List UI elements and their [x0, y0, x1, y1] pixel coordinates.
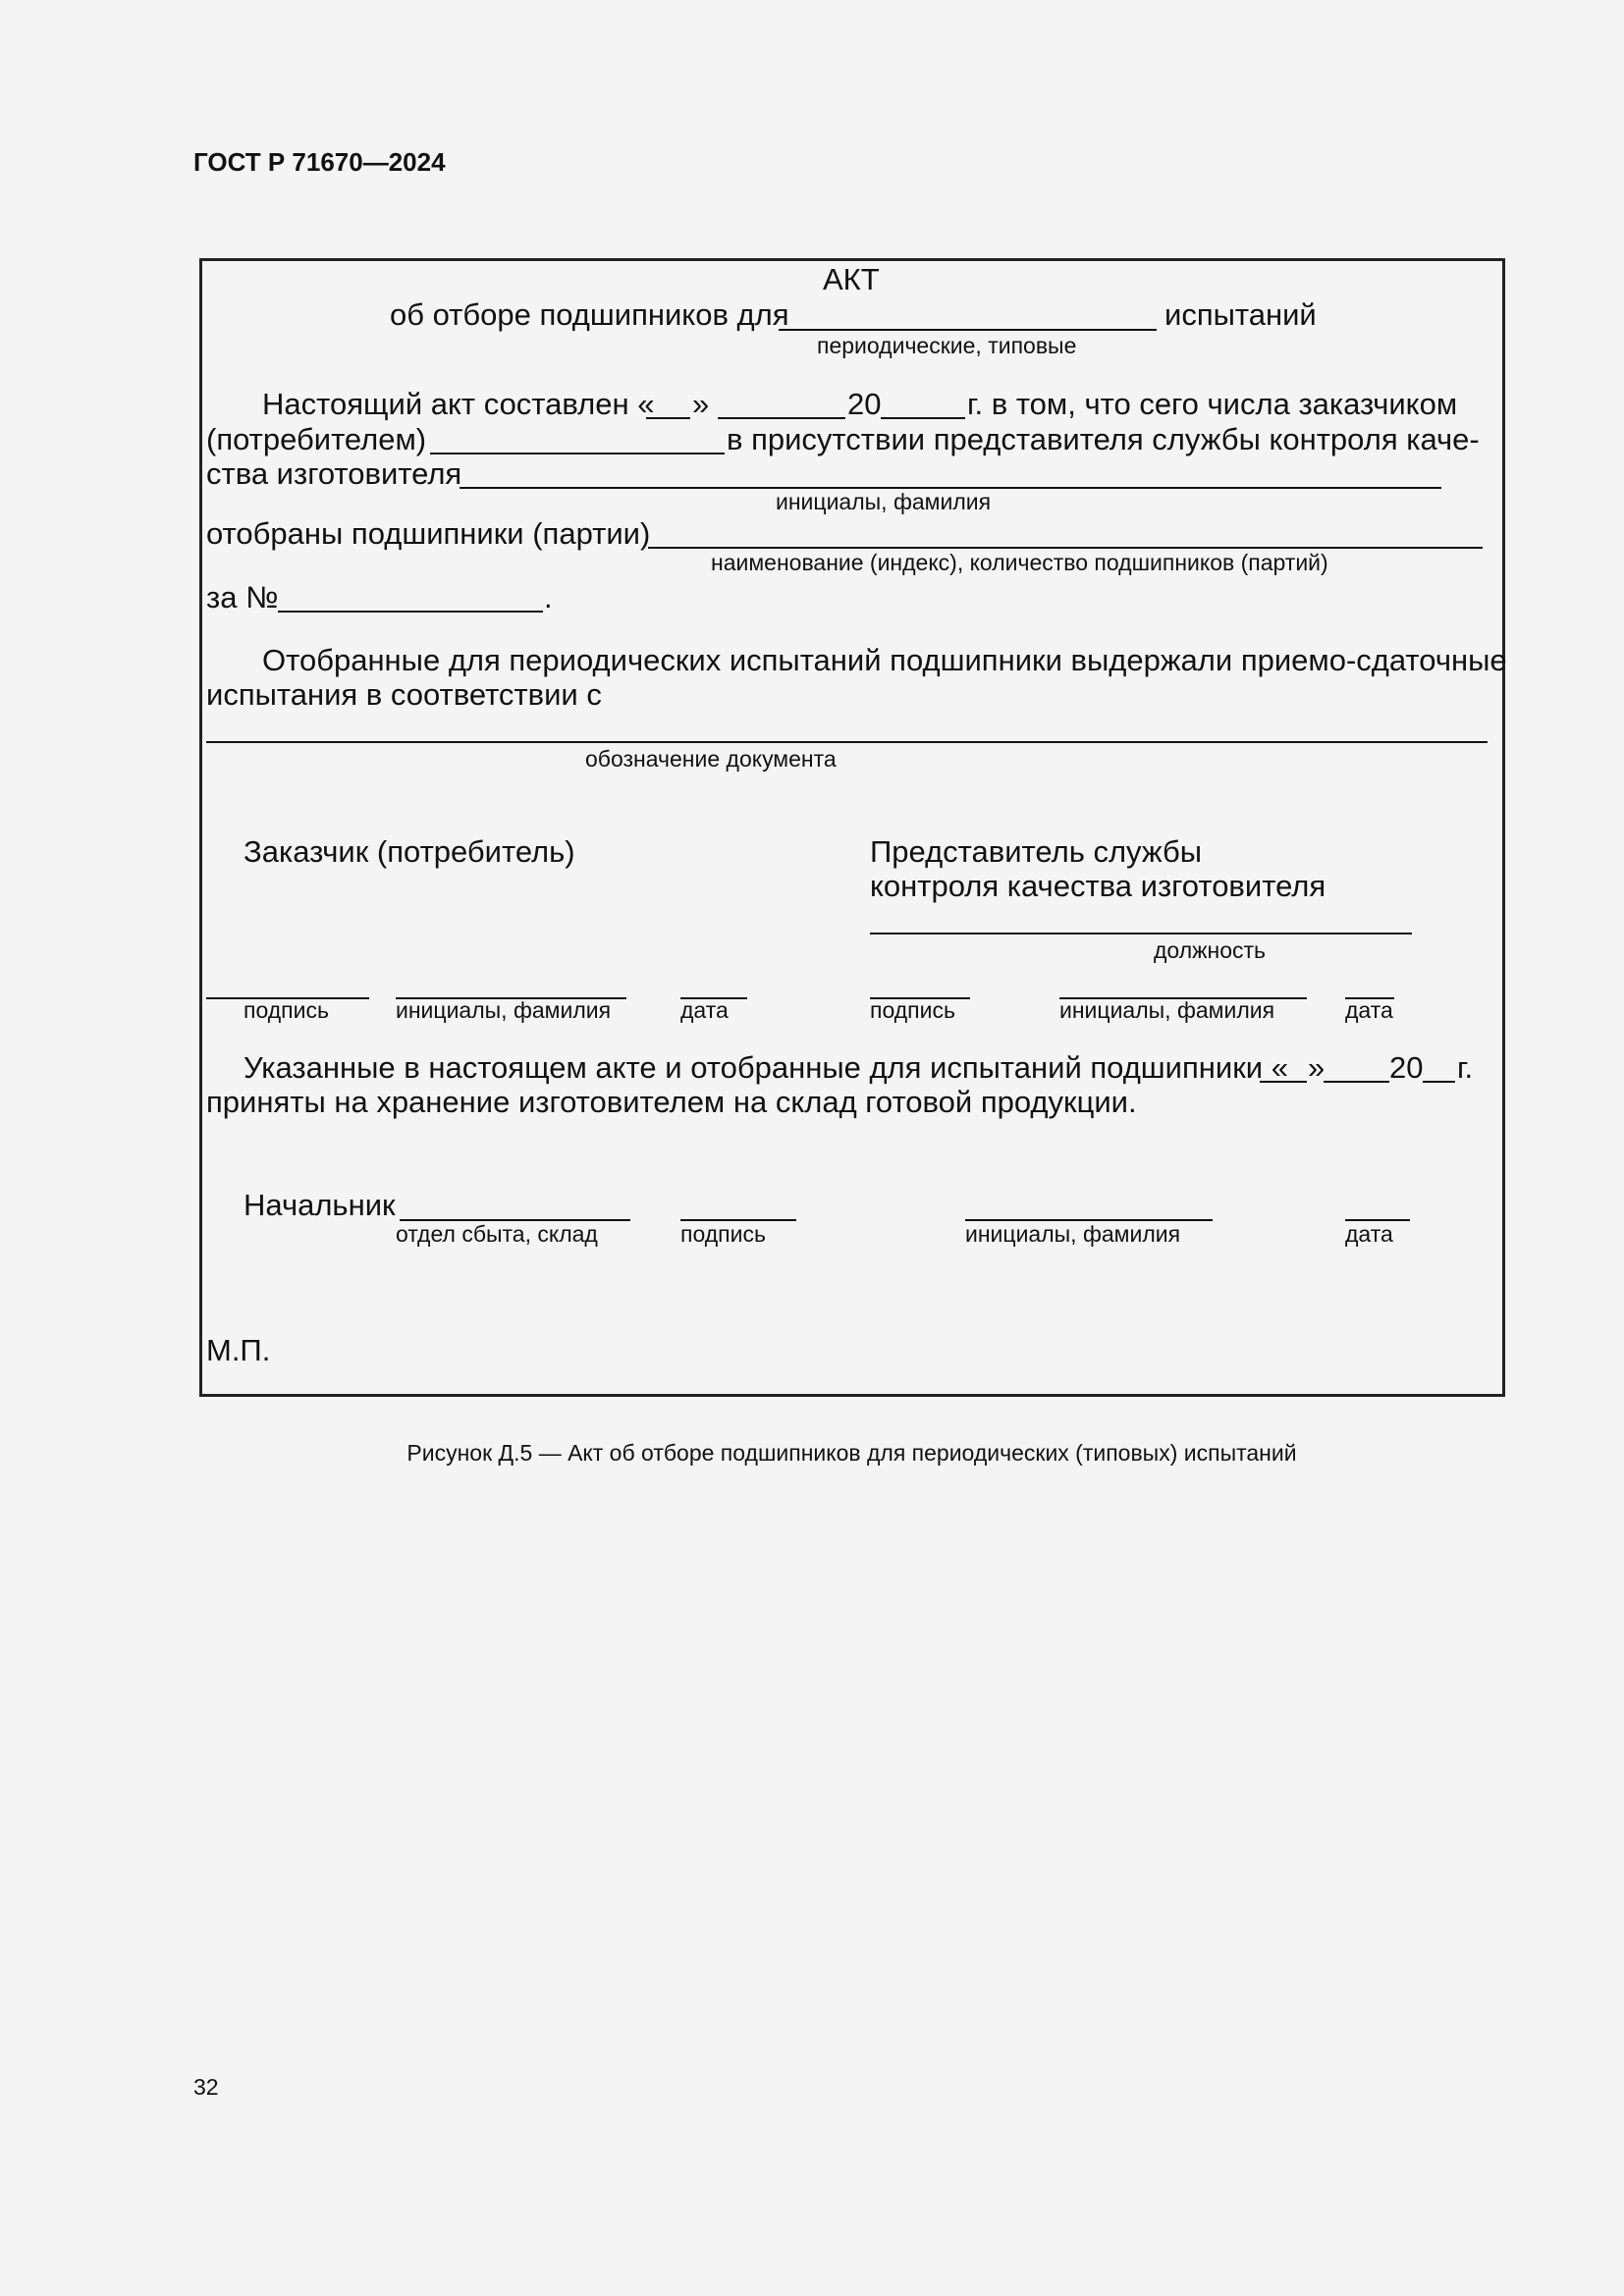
- hint-signature-rep: подпись: [870, 997, 955, 1023]
- storage-day-field[interactable]: [1260, 1081, 1307, 1083]
- p3-g: г.: [1457, 1050, 1474, 1085]
- p1-line2-a: (потребителем): [206, 422, 427, 456]
- p1-rest: г. в том, что сего числа заказчиком: [967, 387, 1458, 421]
- p1-line5: за №: [206, 580, 279, 614]
- p1-year-prefix: 20: [847, 387, 882, 421]
- stamp-place: М.П.: [206, 1333, 271, 1367]
- position-field[interactable]: [870, 933, 1412, 934]
- storage-year-field[interactable]: [1423, 1081, 1455, 1083]
- p3-quote: »: [1308, 1050, 1326, 1085]
- day-field[interactable]: [646, 417, 690, 419]
- hint-initials-customer: инициалы, фамилия: [396, 997, 612, 1023]
- hint-initials-chief: инициалы, фамилия: [965, 1221, 1181, 1247]
- form-title: АКТ: [823, 262, 880, 296]
- hint-dept: отдел сбыта, склад: [396, 1221, 598, 1247]
- hint-date-rep: дата: [1345, 997, 1393, 1023]
- hint-initials: инициалы, фамилия: [776, 489, 992, 514]
- p1-line4: отобраны подшипники (партии): [206, 516, 651, 551]
- hint-test-type: периодические, типовые: [817, 333, 1077, 358]
- p2-line2: испытания в соответствии с: [206, 677, 602, 712]
- p3-line2: приняты на хранение изготовителем на склад готовой продукции.: [206, 1085, 1137, 1119]
- p1-dot: .: [544, 580, 553, 614]
- p1-line3: ства изготовителя: [206, 456, 462, 491]
- hint-initials-rep: инициалы, фамилия: [1059, 997, 1275, 1023]
- figure-caption: Рисунок Д.5 — Акт об отборе подшипников для периодических (типовых) испытаний: [406, 1440, 1297, 1466]
- rep-label-line2: контроля качества изготовителя: [870, 869, 1326, 903]
- subtitle-prefix: об отборе подшипников для: [390, 297, 789, 332]
- p1-quote: »: [692, 387, 710, 421]
- page-number: 32: [193, 2074, 219, 2100]
- hint-signature-customer: подпись: [244, 997, 329, 1023]
- subtitle-suffix: испытаний: [1164, 297, 1317, 332]
- hint-position: должность: [1154, 937, 1267, 963]
- month-field[interactable]: [718, 417, 845, 419]
- hint-date-customer: дата: [680, 997, 729, 1023]
- year-field[interactable]: [881, 417, 965, 419]
- p3-year-prefix: 20: [1389, 1050, 1424, 1085]
- customer-name-field[interactable]: [430, 453, 725, 454]
- p1-line2-b: в присутствии представителя службы контроля каче-: [727, 422, 1480, 456]
- rep-label-line1: Представитель службы: [870, 834, 1203, 869]
- p1-start: Настоящий акт составлен «: [262, 387, 655, 421]
- hint-signature-chief: подпись: [680, 1221, 766, 1247]
- hint-name: наименование (индекс), количество подшипников (партий): [711, 550, 1328, 575]
- document-code: ГОСТ Р 71670—2024: [193, 147, 446, 177]
- chief-label: Начальник: [244, 1188, 396, 1222]
- test-type-field[interactable]: [779, 329, 1157, 331]
- hint-date-chief: дата: [1345, 1221, 1393, 1247]
- bearings-field[interactable]: [648, 547, 1483, 549]
- p3-start: Указанные в настоящем акте и отобранные для испытаний подшипники «: [244, 1050, 1288, 1085]
- customer-label: Заказчик (потребитель): [244, 834, 575, 869]
- storage-month-field[interactable]: [1324, 1081, 1389, 1083]
- document-designation-field[interactable]: [206, 741, 1488, 743]
- number-field[interactable]: [278, 611, 543, 613]
- hint-doc: обозначение документа: [585, 746, 837, 772]
- p2-line1: Отобранные для периодических испытаний подшипники выдержали приемо-сдаточные: [262, 643, 1507, 677]
